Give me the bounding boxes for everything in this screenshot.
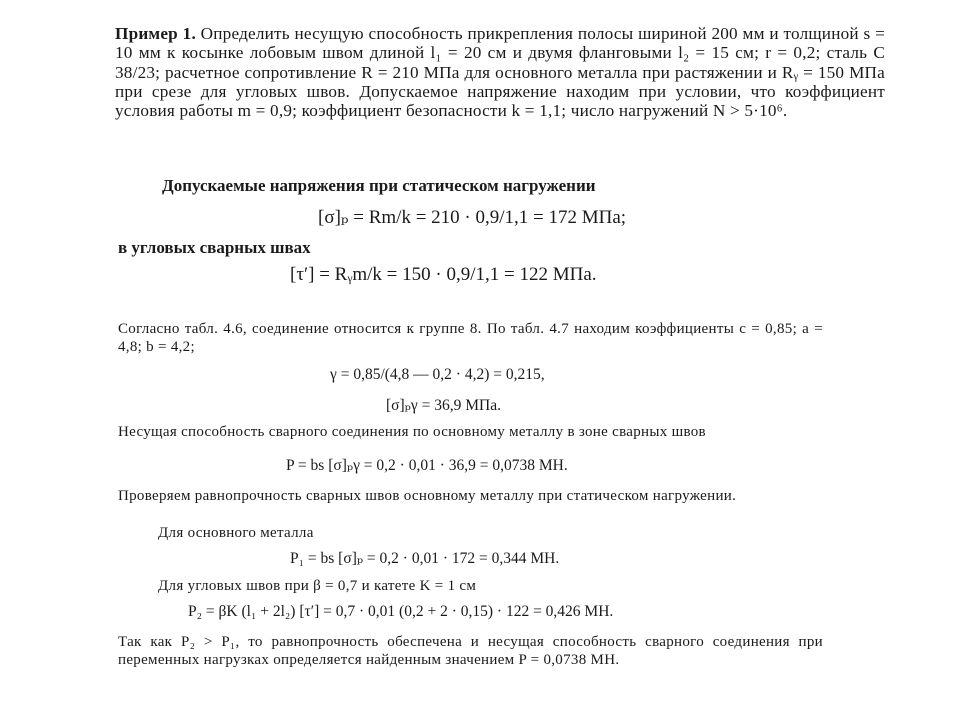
group-paragraph: Согласно табл. 4.6, соединение относится к группе 8. По табл. 4.7 находим коэффициенты c = 0,85; a = 4,8; b = 4,2;: [118, 321, 823, 355]
formula-P2: P₂ = βK (l₁ + 2l₂) [τ′] = 0,7 · 0,01 (0,2 + 2 · 0,15) · 122 = 0,426 МН.: [188, 603, 614, 620]
check-paragraph: Проверяем равнопрочность сварных швов основному металлу при статическом нагружении.: [118, 488, 737, 504]
formula-sigma-p: [σ]ₚ = Rm/k = 210 · 0,9/1,1 = 172 МПа;: [318, 207, 627, 228]
example-lead: Пример 1.: [115, 24, 196, 43]
capacity-paragraph: Несущая способность сварного соединения по основному металлу в зоне сварных швов: [118, 424, 706, 440]
base-metal-label: Для основного металла: [158, 525, 314, 541]
example-paragraph: [115, 24, 885, 120]
static-load-label: Допускаемые напряжения при статическом нагружении: [162, 176, 596, 195]
formula-gamma: γ = 0,85/(4,8 — 0,2 · 4,2) = 0,215,: [330, 366, 545, 383]
example-intro: Определить несущую способность прикрепления полосы шириной 200 мм и толщиной s = 10 мм к косынке лобовым швом длиной l₁ = 20 см и двумя фланговыми l₂ = 15 см; r = 0,2; сталь С 38/23; расчетное сопротивление R = 210 МПа для основного металла при растяжении и Rᵧ = 150 МПа при срезе для угловых швов. Допускаемое напряжение находим при условии, что коэффициент условия работы m = 0,9; коэффициент безопасности k = 1,1; число нагружений N > 5·10⁶.: [115, 24, 886, 121]
formula-tau: [τ′] = Rᵧm/k = 150 · 0,9/1,1 = 122 МПа.: [290, 264, 597, 285]
formula-P1: P₁ = bs [σ]ₚ = 0,2 · 0,01 · 172 = 0,344 МН.: [290, 550, 560, 567]
formula-P: P = bs [σ]ₚγ = 0,2 · 0,01 · 36,9 = 0,0738 МН.: [286, 457, 568, 474]
welds-label: в угловых сварных швах: [118, 238, 311, 257]
conclusion-paragraph: Так как P₂ > P₁, то равнопрочность обеспечена и несущая способность сварного соединения при переменных нагрузках определяется найденным значением P = 0,0738 МН.: [118, 634, 823, 668]
fillet-weld-label: Для угловых швов при β = 0,7 и катете K = 1 см: [158, 578, 477, 594]
formula-sigma-gamma: [σ]ₚγ = 36,9 МПа.: [386, 397, 501, 414]
